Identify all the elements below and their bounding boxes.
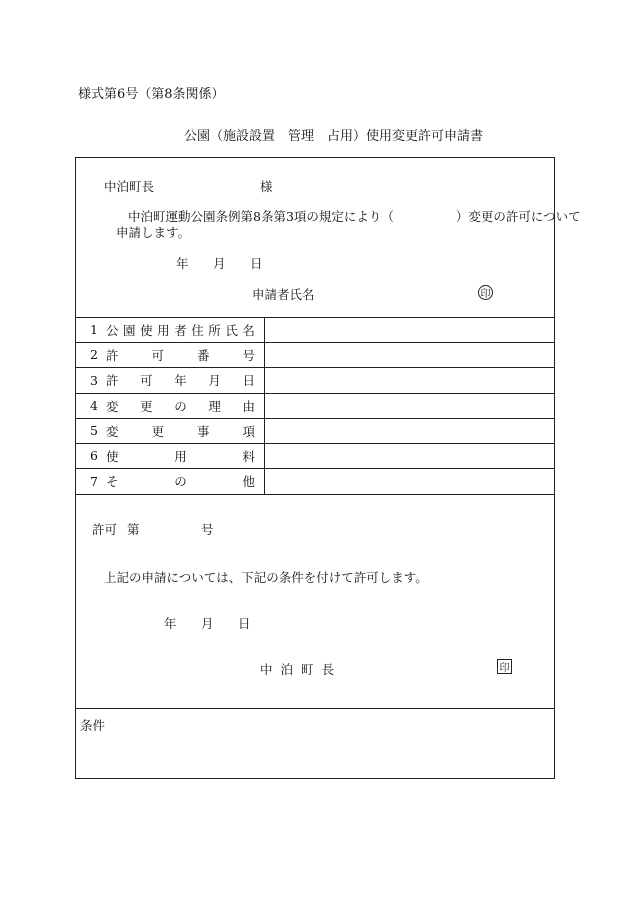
item-label-char: 号 bbox=[242, 347, 255, 363]
item-label-char: 由 bbox=[242, 398, 255, 414]
item-label bbox=[106, 346, 255, 364]
mayor-char: 町 bbox=[300, 662, 314, 677]
permit-date-year: 年 bbox=[164, 616, 177, 631]
item-label-char: 住 bbox=[191, 322, 204, 338]
permit-go: 号 bbox=[201, 522, 214, 537]
item-value-field[interactable] bbox=[265, 444, 554, 468]
item-label-char: 日 bbox=[242, 373, 255, 388]
item-label-char: 氏 bbox=[225, 322, 238, 338]
item-label-char: 料 bbox=[242, 448, 255, 464]
application-date-day: 日 bbox=[250, 256, 263, 271]
item-number: 5 bbox=[90, 423, 98, 438]
item-row-label bbox=[90, 317, 255, 342]
item-label-char: 者 bbox=[174, 322, 187, 338]
addressee-honorific: 様 bbox=[260, 179, 273, 194]
item-value-field[interactable] bbox=[265, 343, 554, 367]
item-label-char: の bbox=[174, 474, 187, 489]
item-label-char: 名 bbox=[242, 322, 255, 338]
applicant-name-label: 申請者氏名 bbox=[252, 287, 315, 302]
item-label-char: 使 bbox=[140, 322, 153, 338]
item-value-field[interactable] bbox=[265, 469, 554, 494]
item-number: 7 bbox=[90, 473, 98, 489]
item-label-char: 変 bbox=[106, 398, 119, 414]
item-row-label bbox=[90, 418, 255, 443]
item-label-char: 年 bbox=[174, 373, 187, 388]
item-label-char: 変 bbox=[106, 423, 119, 439]
item-value-field[interactable] bbox=[265, 419, 554, 443]
item-label bbox=[106, 422, 255, 440]
body-line1-pre: 中泊町運動公園条例第8条第3項の規定により（ bbox=[128, 209, 394, 224]
body-line1-post: ）変更の許可について bbox=[455, 209, 581, 224]
item-label-char: 事 bbox=[196, 423, 210, 439]
conditions-divider bbox=[75, 708, 555, 709]
item-row-label bbox=[90, 443, 255, 468]
item-label bbox=[106, 472, 255, 490]
item-number: 4 bbox=[90, 398, 98, 413]
item-number: 6 bbox=[90, 448, 98, 463]
application-date-year: 年 bbox=[176, 256, 189, 271]
permit-dai: 第 bbox=[127, 522, 140, 537]
item-label-char: 可 bbox=[151, 347, 164, 363]
table-line bbox=[75, 494, 555, 495]
item-label-char: 更 bbox=[140, 398, 153, 414]
mayor-char: 泊 bbox=[280, 662, 293, 677]
permit-date-month: 月 bbox=[201, 616, 214, 631]
permit-statement: 上記の申請については、下記の条件を付けて許可します。 bbox=[104, 570, 428, 585]
item-number: 1 bbox=[90, 322, 98, 337]
item-label bbox=[106, 321, 255, 339]
item-label-char: 月 bbox=[208, 373, 221, 388]
item-label-char: 番 bbox=[196, 347, 210, 363]
item-row-label bbox=[90, 342, 255, 367]
item-label bbox=[106, 447, 255, 465]
permit-date-day: 日 bbox=[238, 616, 251, 631]
item-label bbox=[106, 397, 255, 415]
item-label-char: 園 bbox=[123, 322, 136, 338]
item-label-char: 用 bbox=[157, 322, 170, 338]
item-label-char: の bbox=[174, 398, 187, 414]
item-label-char: 項 bbox=[242, 423, 255, 439]
conditions-label: 条件 bbox=[80, 718, 106, 733]
application-date-month: 月 bbox=[213, 256, 226, 271]
item-label-char: 公 bbox=[106, 322, 119, 338]
item-label-char: 所 bbox=[208, 322, 221, 338]
item-number: 3 bbox=[90, 372, 98, 388]
item-value-field[interactable] bbox=[265, 394, 554, 418]
applicant-seal-icon: 印 bbox=[478, 285, 493, 300]
item-label-char: 他 bbox=[242, 474, 255, 489]
item-label-char: 用 bbox=[174, 448, 187, 464]
mayor-seal-icon: 印 bbox=[497, 659, 512, 674]
item-label-char: そ bbox=[106, 474, 119, 489]
item-number: 2 bbox=[90, 347, 98, 362]
permit-label: 許可 bbox=[92, 522, 118, 537]
mayor-char: 中 bbox=[260, 662, 273, 677]
document-title: 公園（施設設置 管理 占用）使用変更許可申請書 bbox=[184, 129, 484, 144]
item-label-char: 使 bbox=[106, 448, 119, 464]
item-row-label bbox=[90, 468, 255, 494]
mayor-signature bbox=[260, 660, 334, 678]
item-value-field[interactable] bbox=[265, 318, 554, 342]
item-value-field[interactable] bbox=[265, 368, 554, 393]
mayor-char: 長 bbox=[321, 662, 334, 677]
item-label-char: 許 bbox=[106, 373, 119, 388]
application-body-line2: 申請します。 bbox=[116, 225, 191, 240]
item-row-label bbox=[90, 393, 255, 418]
item-row-label bbox=[90, 367, 255, 393]
conditions-field[interactable] bbox=[76, 734, 554, 778]
item-label-char: 可 bbox=[140, 373, 153, 388]
item-label-char: 更 bbox=[151, 423, 164, 439]
item-label bbox=[106, 371, 255, 389]
application-body-line1 bbox=[128, 207, 581, 225]
item-label-char: 理 bbox=[208, 398, 221, 414]
item-label-char: 許 bbox=[106, 347, 119, 363]
form-number: 様式第6号（第8条関係） bbox=[78, 87, 225, 102]
addressee: 中泊町長 bbox=[104, 179, 155, 194]
